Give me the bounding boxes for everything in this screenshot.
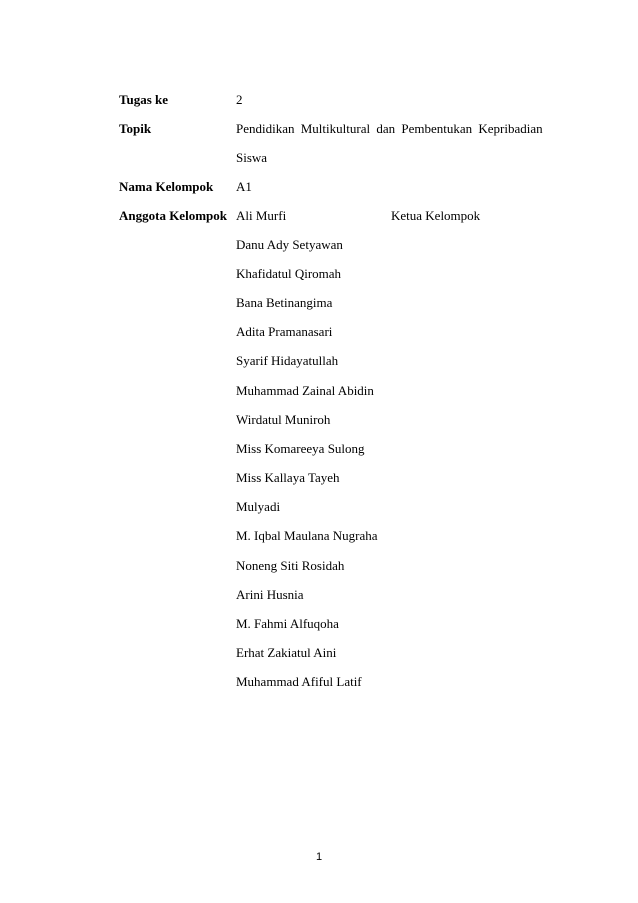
nama-kelompok-label: Nama Kelompok [119,179,214,194]
member-name: Danu Ady Setyawan [236,237,343,252]
topik-label: Topik [119,121,152,136]
member-name: Syarif Hidayatullah [236,353,339,368]
member-name: Bana Betinangima [236,295,333,310]
member-name: M. Iqbal Maulana Nugraha [236,528,378,543]
member-name: Miss Komareeya Sulong [236,441,365,456]
member-name: Muhammad Afiful Latif [236,674,362,689]
member-name: Erhat Zakiatul Aini [236,645,337,660]
member-name: Ali Murfi [236,208,287,223]
member-name: Mulyadi [236,499,281,514]
member-name: Khafidatul Qiromah [236,266,342,281]
member-name: Wirdatul Muniroh [236,412,331,427]
member-role: Ketua Kelompok [391,208,481,223]
tugas-label: Tugas ke [119,92,169,107]
nama-kelompok-value: A1 [236,179,252,194]
member-name: Noneng Siti Rosidah [236,558,345,573]
topik-value-line2: Siswa [236,150,268,165]
topik-value-line1: Pendidikan Multikultural dan Pembentukan Kepribadian [236,121,543,136]
member-name: Adita Pramanasari [236,324,333,339]
member-name: Arini Husnia [236,587,304,602]
member-name: Muhammad Zainal Abidin [236,383,374,398]
tugas-value: 2 [236,92,243,107]
anggota-label: Anggota Kelompok [119,208,227,223]
page-number: 1 [315,851,323,863]
member-name: M. Fahmi Alfuqoha [236,616,339,631]
member-name: Miss Kallaya Tayeh [236,470,340,485]
